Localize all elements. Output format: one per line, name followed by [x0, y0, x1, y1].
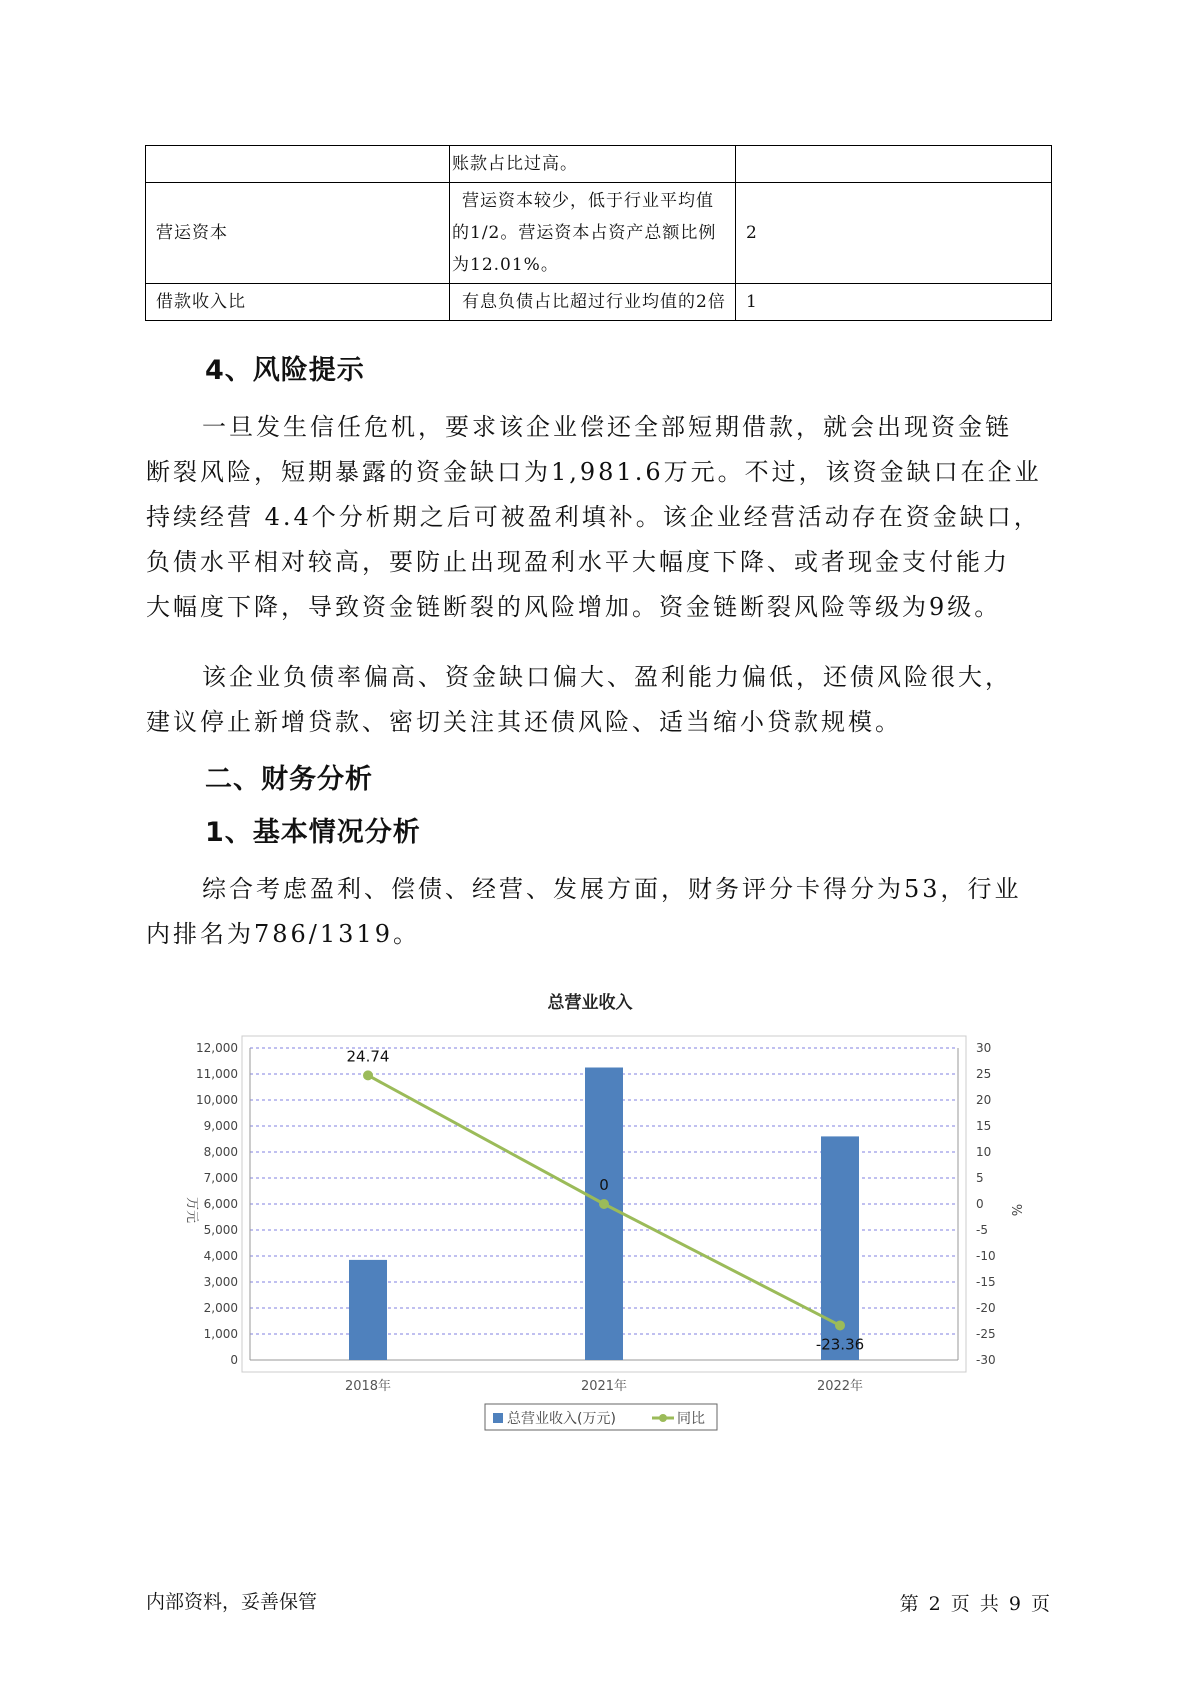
y2-tick-label: 30	[976, 1041, 992, 1055]
y-axis-label: 万元	[184, 1196, 199, 1224]
y2-tick-label: -10	[976, 1249, 996, 1263]
yoy-data-label: 0	[599, 1176, 609, 1194]
y2-tick-label: -15	[976, 1275, 996, 1289]
cell-description	[450, 183, 736, 284]
y-tick-label: 0	[230, 1353, 238, 1367]
y2-tick-label: -30	[976, 1353, 996, 1367]
legend-line-label: 同比	[677, 1411, 705, 1427]
cell-score: 1	[736, 284, 1052, 321]
cell-description	[450, 284, 736, 321]
x-tick-label: 2022年	[816, 1379, 864, 1394]
footer-confidential: 内部资料，妥善保管	[146, 1591, 318, 1613]
text-line: 内排名为786/1319。	[146, 920, 420, 948]
y-tick-label: 1,000	[203, 1327, 238, 1341]
risk-table	[145, 145, 1052, 321]
cell-item	[146, 146, 450, 183]
legend-bar-label: 总营业收入(万元)	[507, 1411, 616, 1427]
y-tick-label: 7,000	[203, 1171, 238, 1185]
y2-tick-label: 15	[976, 1119, 992, 1133]
yoy-point	[599, 1199, 609, 1209]
cell-description	[450, 146, 736, 183]
basic-analysis-heading: 1、基本情况分析	[205, 817, 421, 848]
y-tick-label: 5,000	[203, 1223, 238, 1237]
legend-line-marker	[659, 1414, 667, 1422]
y-tick-label: 6,000	[203, 1197, 238, 1211]
y2-tick-label: -20	[976, 1301, 996, 1315]
text-line: 综合考虑盈利、偿债、经营、发展方面，财务评分卡得分为53，行业	[202, 875, 1022, 903]
risk-heading: 4、风险提示	[205, 355, 365, 386]
y2-tick-label: 20	[976, 1093, 992, 1107]
description-line: 的1/2。营运资本占资产总额比例	[452, 223, 717, 243]
y-tick-label: 8,000	[203, 1145, 238, 1159]
chart-title: 总营业收入	[547, 993, 633, 1013]
y-tick-label: 2,000	[203, 1301, 238, 1315]
y2-axis-label: %	[1008, 1203, 1023, 1217]
y-tick-label: 10,000	[196, 1093, 238, 1107]
y-tick-label: 12,000	[196, 1041, 238, 1055]
y2-tick-label: -25	[976, 1327, 996, 1341]
text-line: 该企业负债率偏高、资金缺口偏大、盈利能力偏低，还债风险很大，	[202, 663, 1012, 691]
footer-page-number: 第 2 页 共 9 页	[899, 1593, 1052, 1615]
x-tick-label: 2021年	[580, 1379, 628, 1394]
bar	[585, 1068, 623, 1361]
cell-item: 营运资本	[146, 183, 450, 284]
table-row	[146, 284, 1052, 321]
cell-score: 2	[736, 183, 1052, 284]
y2-tick-label: -5	[976, 1223, 988, 1237]
y-tick-label: 9,000	[203, 1119, 238, 1133]
y2-tick-label: 5	[976, 1171, 984, 1185]
table-row	[146, 183, 1052, 284]
yoy-data-label: 24.74	[346, 1047, 390, 1066]
legend-bar-swatch	[493, 1413, 503, 1423]
risk-paragraph-2	[146, 655, 1060, 745]
y2-tick-label: 10	[976, 1145, 992, 1159]
revenue-chart	[150, 980, 1030, 1450]
text-line: 大幅度下降，导致资金链断裂的风险增加。资金链断裂风险等级为9级。	[146, 593, 1002, 621]
yoy-point	[835, 1320, 845, 1330]
risk-paragraph-1	[146, 405, 1060, 630]
y-tick-label: 11,000	[196, 1067, 238, 1081]
y-tick-label: 3,000	[203, 1275, 238, 1289]
text-line: 建议停止新增贷款、密切关注其还债风险、适当缩小贷款规模。	[146, 708, 902, 736]
financial-analysis-heading: 二、财务分析	[205, 764, 373, 795]
description-line: 账款占比过高。	[452, 154, 578, 174]
text-line: 断裂风险，短期暴露的资金缺口为1,981.6万元。不过，该资金缺口在企业	[146, 458, 1042, 486]
text-line: 负债水平相对较高，要防止出现盈利水平大幅度下降、或者现金支付能力	[146, 548, 1010, 576]
y2-tick-label: 0	[976, 1197, 984, 1211]
text-line: 持续经营 4.4个分析期之后可被盈利填补。该企业经营活动存在资金缺口，	[146, 503, 1041, 531]
table-row	[146, 146, 1052, 183]
y-tick-label: 4,000	[203, 1249, 238, 1263]
cell-item: 借款收入比	[146, 284, 450, 321]
description-line: 营运资本较少，低于行业平均值	[462, 191, 714, 211]
text-line: 一旦发生信任危机，要求该企业偿还全部短期借款，就会出现资金链	[202, 413, 1012, 441]
description-line: 为12.01%。	[452, 255, 559, 275]
cell-score	[736, 146, 1052, 183]
y2-tick-label: 25	[976, 1067, 992, 1081]
description-line: 有息负债占比超过行业均值的2倍	[462, 292, 726, 312]
yoy-data-label: -23.36	[815, 1335, 865, 1354]
bar	[349, 1260, 387, 1360]
basic-analysis-paragraph	[146, 867, 1060, 957]
x-tick-label: 2018年	[344, 1379, 392, 1394]
yoy-point	[363, 1070, 373, 1080]
